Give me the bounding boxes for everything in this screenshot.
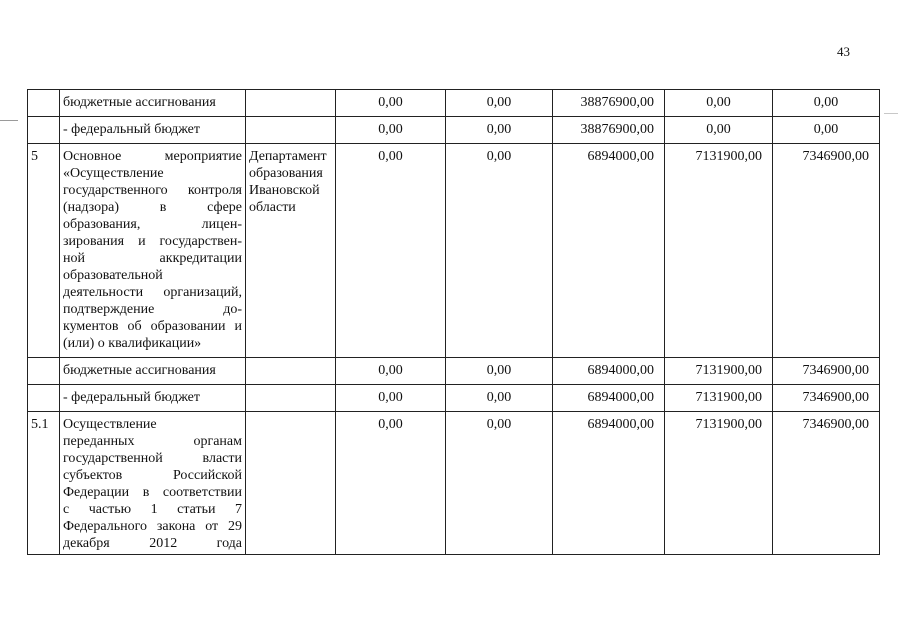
page-number: 43 [837,44,850,59]
row-executor-cell [246,117,336,144]
description-line: Основное мероприятие [63,149,242,164]
table-row [28,117,880,144]
value-cell: 7131900,00 [665,412,773,555]
description-line: Федерации в соответствии [63,485,242,500]
table-row [28,358,880,385]
value-cell: 0,00 [446,117,553,144]
value-cell: 0,00 [773,117,880,144]
description-line: государственного контроля [63,183,242,198]
row-number-cell [28,385,60,412]
value-cell: 6894000,00 [553,412,665,555]
description-line: Осуществление [63,417,157,432]
table-row [28,412,880,555]
value-cell: 0,00 [336,117,446,144]
value-cell: 7346900,00 [773,385,880,412]
row-description-cell [60,144,246,358]
description-line: ной аккредитации [63,251,242,266]
row-executor-cell [246,90,336,117]
description-line: подтверждение до- [63,302,242,317]
row-number-cell [28,90,60,117]
value-cell: 0,00 [446,358,553,385]
row-executor-cell [246,412,336,555]
value-cell: 7131900,00 [665,358,773,385]
executor-line: образования [249,166,323,181]
value-cell: 6894000,00 [553,358,665,385]
value-cell: 0,00 [446,385,553,412]
description-line: (надзора) в сфере [63,200,242,215]
value-cell: 0,00 [446,412,553,555]
description-line: деятельности организаций, [63,285,242,300]
value-cell: 0,00 [336,358,446,385]
table-row [28,90,880,117]
row-description-cell: - федеральный бюджет [60,117,246,144]
table-row [28,144,880,358]
description-line: образования, лицен- [63,217,242,232]
scan-mark-left [0,120,18,121]
table-row [28,385,880,412]
value-cell: 7346900,00 [773,412,880,555]
value-cell: 0,00 [336,90,446,117]
value-cell: 0,00 [773,90,880,117]
value-cell: 0,00 [336,144,446,358]
row-executor-cell [246,358,336,385]
description-line: образовательной [63,268,163,283]
value-cell: 38876900,00 [553,90,665,117]
description-line: «Осуществление [63,166,164,181]
row-number-cell: 5.1 [28,412,60,555]
scan-mark-right [884,113,898,114]
budget-table [27,89,880,555]
description-line: кументов об образовании и [63,319,242,334]
value-cell: 0,00 [665,117,773,144]
description-line: (или) о квалификации» [63,336,202,351]
description-line: зирования и государствен- [63,234,242,249]
value-cell: 0,00 [446,90,553,117]
row-description-cell [60,412,246,555]
value-cell: 7346900,00 [773,144,880,358]
executor-line: Департамент [249,149,327,164]
value-cell: 7131900,00 [665,144,773,358]
description-line: субъектов Российской [63,468,242,483]
row-number-cell [28,358,60,385]
description-line: с частью 1 статьи 7 [63,502,242,517]
description-line: государственной власти [63,451,242,466]
row-description-cell: бюджетные ассигнования [60,358,246,385]
row-description-cell: - федеральный бюджет [60,385,246,412]
description-line: переданных органам [63,434,242,449]
executor-line: области [249,200,296,215]
value-cell: 7131900,00 [665,385,773,412]
value-cell: 6894000,00 [553,385,665,412]
row-number-cell [28,117,60,144]
value-cell: 0,00 [446,144,553,358]
value-cell: 0,00 [336,412,446,555]
value-cell: 6894000,00 [553,144,665,358]
value-cell: 0,00 [665,90,773,117]
value-cell: 7346900,00 [773,358,880,385]
executor-line: Ивановской [249,183,320,198]
row-executor-cell [246,385,336,412]
value-cell: 38876900,00 [553,117,665,144]
row-executor-cell [246,144,336,358]
value-cell: 0,00 [336,385,446,412]
row-number-cell: 5 [28,144,60,358]
description-line: Федерального закона от 29 [63,519,242,534]
row-description-cell: бюджетные ассигнования [60,90,246,117]
description-line: декабря 2012 года [63,536,242,551]
